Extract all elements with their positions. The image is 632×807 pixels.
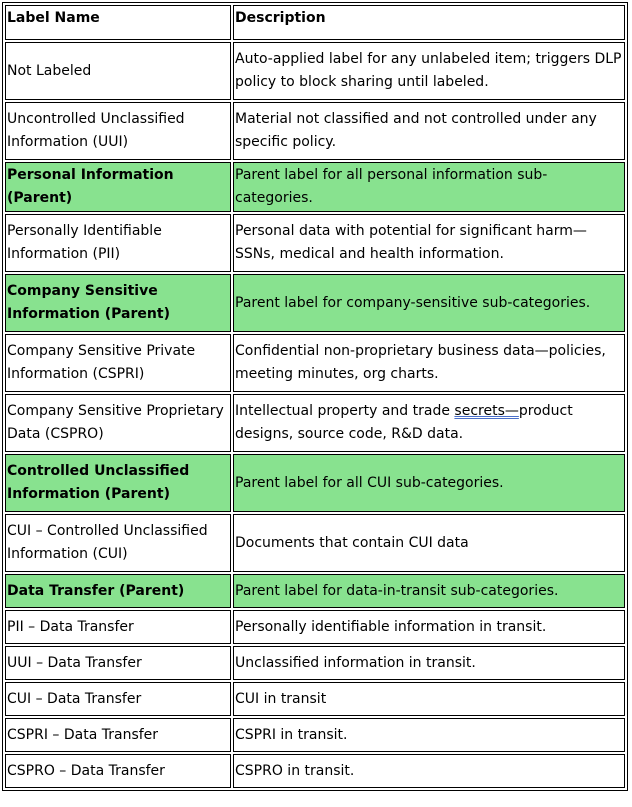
- table-row: [5, 514, 625, 572]
- description-cell: CUI in transit: [233, 682, 625, 716]
- description-cell: Auto-applied label for any unlabeled item; triggers DLP policy to block sharing until labeled.: [233, 42, 625, 100]
- label-name-cell: Uncontrolled Unclassified Information (UUI): [5, 102, 231, 160]
- description-cell: Documents that contain CUI data: [233, 514, 625, 572]
- description-cell: Material not classified and not controlled under any specific policy.: [233, 102, 625, 160]
- label-name-cell: UUI – Data Transfer: [5, 646, 231, 680]
- table-row: [5, 646, 625, 680]
- table-row: [5, 718, 625, 752]
- table-row-parent: [5, 574, 625, 608]
- label-name-cell: Controlled Unclassified Information (Parent): [5, 454, 231, 512]
- description-cell: Personally identifiable information in transit.: [233, 610, 625, 644]
- description-cell: Parent label for data-in-transit sub-categories.: [233, 574, 625, 608]
- description-cell: CSPRI in transit.: [233, 718, 625, 752]
- table-row: [5, 42, 625, 100]
- label-name-cell: PII – Data Transfer: [5, 610, 231, 644]
- table-row: [5, 394, 625, 452]
- description-cell: Parent label for company-sensitive sub-categories.: [233, 274, 625, 332]
- header-label-name: Label Name: [5, 5, 231, 40]
- label-name-cell: Not Labeled: [5, 42, 231, 100]
- description-text-start: Intellectual property and trade: [235, 403, 455, 419]
- table-header-row: [5, 5, 625, 40]
- label-name-cell: CSPRI – Data Transfer: [5, 718, 231, 752]
- label-name-cell: Personal Information (Parent): [5, 162, 231, 212]
- label-name-cell: CUI – Controlled Unclassified Information (CUI): [5, 514, 231, 572]
- table-row-parent: [5, 162, 625, 212]
- description-cell: [233, 394, 625, 452]
- table-row: [5, 102, 625, 160]
- label-name-cell: Company Sensitive Private Information (CSPRI): [5, 334, 231, 392]
- table-row-parent: [5, 454, 625, 512]
- description-text-end: product designs, source code, R&D data.: [235, 403, 573, 442]
- table-row-parent: [5, 274, 625, 332]
- label-name-cell: Company Sensitive Proprietary Data (CSPRO): [5, 394, 231, 452]
- label-name-cell: Data Transfer (Parent): [5, 574, 231, 608]
- table-row: [5, 682, 625, 716]
- description-cell: Parent label for all personal information sub-categories.: [233, 162, 625, 212]
- table-row: [5, 610, 625, 644]
- description-cell: CSPRO in transit.: [233, 754, 625, 788]
- header-description: Description: [233, 5, 625, 40]
- description-cell: Unclassified information in transit.: [233, 646, 625, 680]
- label-name-cell: CUI – Data Transfer: [5, 682, 231, 716]
- description-cell: Confidential non-proprietary business data—policies, meeting minutes, org charts.: [233, 334, 625, 392]
- description-cell: Parent label for all CUI sub-categories.: [233, 454, 625, 512]
- table-row: [5, 334, 625, 392]
- description-cell: Personal data with potential for significant harm—SSNs, medical and health information.: [233, 214, 625, 272]
- label-name-cell: Personally Identifiable Information (PII): [5, 214, 231, 272]
- label-table: [2, 2, 628, 791]
- label-name-cell: Company Sensitive Information (Parent): [5, 274, 231, 332]
- spellcheck-flagged-word[interactable]: secrets—: [454, 403, 519, 419]
- table-row: [5, 754, 625, 788]
- table-row: [5, 214, 625, 272]
- label-name-cell: CSPRO – Data Transfer: [5, 754, 231, 788]
